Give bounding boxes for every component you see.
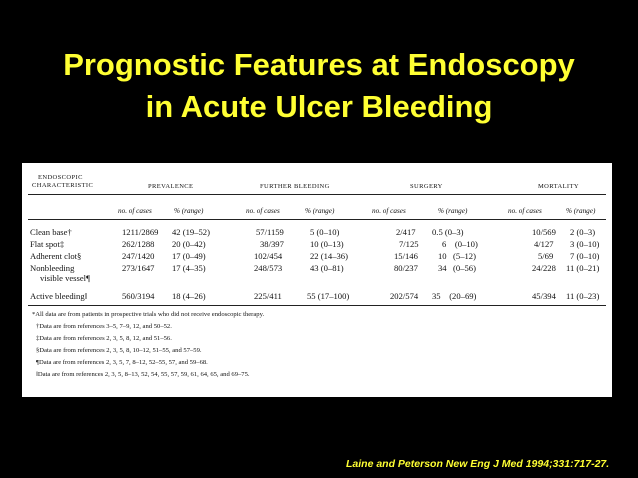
footnote: ¶Data are from references 2, 3, 5, 7, 8–12, 52–55, 57, and 59–68. [36,359,208,366]
cell-mortality-cases: 45/394 [532,291,556,301]
cell-further-bleeding-cases: 102/454 [254,251,283,261]
header-mortality: MORTALITY [538,183,579,190]
footnote: §Data are from references 2, 3, 5, 8, 10–12, 51–55, and 57–59. [36,347,202,354]
footnote: ‖Data are from references 2, 3, 5, 8–13, 52, 54, 55, 57, 59, 61, 64, 65, and 69–75. [36,371,250,378]
cell-surgery-range: 0.5 (0–3) [432,227,464,237]
table-bottom-rule [28,305,606,306]
cell-prevalence-range: 18 (4–26) [172,291,206,301]
slide-title-line1: Prognostic Features at Endoscopy [63,47,575,82]
subheader-fb-cases: no. of cases [246,207,280,215]
cell-further-bleeding-range: 43 (0–81) [310,263,344,273]
row-label: Adherent clot§ [30,251,82,261]
cell-prevalence-cases: 1211/2869 [122,227,159,237]
cell-prevalence-range: 42 (19–52) [172,227,210,237]
cell-mortality-range: 7 (0–10) [570,251,600,261]
slide-title [0,44,638,128]
footnote: *All data are from patients in prospective trials who did not receive endoscopic therapy. [32,311,265,318]
cell-mortality-range: 2 (0–3) [570,227,596,237]
cell-mortality-cases: 4/127 [534,239,554,249]
cell-further-bleeding-cases: 38/397 [260,239,284,249]
cell-mortality-range: 11 (0–23) [566,291,600,301]
cell-surgery-cases: 15/146 [394,251,418,261]
cell-surgery-range: 10 (5–12) [438,251,476,261]
cell-mortality-cases: 24/228 [532,263,556,273]
row-label: Clean base† [30,227,72,237]
cell-mortality-range: 3 (0–10) [570,239,600,249]
subheader-prev-cases: no. of cases [118,207,152,215]
cell-prevalence-cases: 273/1647 [122,263,155,273]
cell-surgery-cases: 202/574 [390,291,419,301]
header-surgery: SURGERY [410,183,443,190]
cell-prevalence-cases: 560/3194 [122,291,155,301]
cell-surgery-range: 34 (0–56) [438,263,476,273]
row-label: Active bleeding‖ [30,291,88,301]
cell-prevalence-range: 17 (4–35) [172,263,206,273]
subheader-surg-cases: no. of cases [372,207,406,215]
cell-surgery-cases: 2/417 [396,227,416,237]
cell-mortality-cases: 10/569 [532,227,556,237]
cell-further-bleeding-range: 55 (17–100) [307,291,350,301]
row-label: Nonbleeding [30,263,75,273]
row-label: Flat spot‡ [30,239,65,249]
slide-title-line2: in Acute Ulcer Bleeding [145,89,493,124]
header-prevalence: PREVALENCE [148,183,194,190]
footnote: ‡Data are from references 2, 3, 5, 8, 12, and 51–56. [36,335,172,342]
table-panel [22,163,612,397]
subheader-surg-range: % (range) [438,207,468,215]
header-characteristic-line2: CHARACTERISTIC [32,182,94,189]
cell-surgery-range: 35 (20–69) [432,291,477,301]
cell-prevalence-range: 20 (0–42) [172,239,206,249]
cell-prevalence-range: 17 (0–49) [172,251,206,261]
subheader-mort-range: % (range) [566,207,596,215]
subheader-prev-range: % (range) [174,207,204,215]
citation: Laine and Peterson New Eng J Med 1994;331:717-27. [346,458,610,470]
cell-further-bleeding-cases: 225/411 [254,291,282,301]
cell-prevalence-cases: 262/1288 [122,239,155,249]
cell-further-bleeding-range: 5 (0–10) [310,227,340,237]
subheader-fb-range: % (range) [305,207,335,215]
cell-prevalence-cases: 247/1420 [122,251,155,261]
subheader-mort-cases: no. of cases [508,207,542,215]
cell-surgery-range: 6 (0–10) [442,239,478,249]
subheader-rule [28,219,606,220]
cell-further-bleeding-range: 22 (14–36) [310,251,348,261]
header-further-bleeding: FURTHER BLEEDING [260,183,330,190]
header-rule [28,194,606,195]
footnote: †Data are from references 3–5, 7–9, 12, and 50–52. [36,323,172,330]
header-characteristic-line1: ENDOSCOPIC [38,174,83,181]
cell-surgery-cases: 80/237 [394,263,418,273]
cell-surgery-cases: 7/125 [399,239,419,249]
cell-mortality-range: 11 (0–21) [566,263,600,273]
cell-further-bleeding-cases: 57/1159 [256,227,284,237]
row-label-continued: visible vessel¶ [40,273,90,283]
cell-further-bleeding-range: 10 (0–13) [310,239,344,249]
cell-mortality-cases: 5/69 [538,251,554,261]
cell-further-bleeding-cases: 248/573 [254,263,283,273]
